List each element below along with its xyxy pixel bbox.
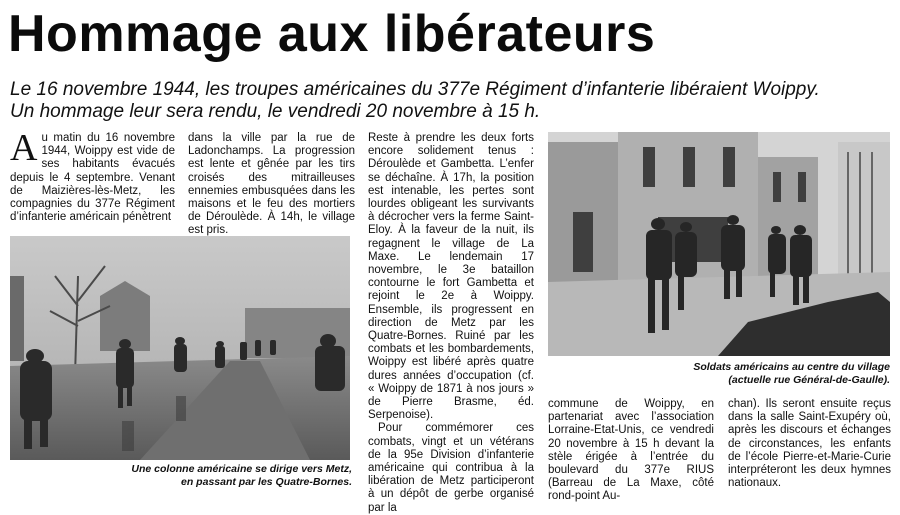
caption-right-photo bbox=[548, 361, 890, 387]
photo-soldiers-village-center bbox=[548, 132, 890, 356]
caption-right-line-2: (actuelle rue Général-de-Gaulle). bbox=[728, 374, 890, 386]
caption-left-line-2: en passant par les Quatre-Bornes. bbox=[181, 476, 352, 488]
headline: Hommage aux libérateurs bbox=[8, 5, 656, 63]
article-column-1 bbox=[10, 127, 175, 224]
lead-paragraph bbox=[10, 79, 890, 123]
photo-american-column-image bbox=[10, 236, 350, 460]
article-column-4 bbox=[548, 398, 714, 504]
lead-line-2: Un hommage leur sera rendu, le vendredi 20 novembre à 15 h. bbox=[10, 101, 541, 122]
column-4-text: commune de Woippy, en partenariat avec l’association Lorraine-Etat-Unis, ce vendredi 20 novembre à 15 h devant la stèle érigée à l’entrée du boulevard du 377e RIUS (Barreau de La Maxe, côté rond-point Au- bbox=[548, 398, 714, 503]
column-3-paragraph-1: Reste à prendre les deux forts encore solidement tenus : Déroulède et Gambetta. L’enfer se déchaîne. À 17h, la position est intenable, les pertes sont lourdes obligeant les survivants à décrocher vers la ferme Saint-Eloy. À la faveur de la nuit, ils regagnent le village de La Maxe. Le lendemain 17 novembre, le 3e bataillon contourne le fort Gambetta et rejoint le 2e à Woippy. Ensemble, ils progressent en direction de Metz par les Quatre-Bornes. Ruiné par les combats et les bombardements, Woippy est libéré après quatre dures années d’occupation (cf. « Woippy de 1871 à nos jours » de Pierre Brasme, éd. Serpenoise). bbox=[368, 132, 534, 422]
lead-line-1: Le 16 novembre 1944, les troupes américaines du 377e Régiment d’infanterie libéraient Woippy. bbox=[10, 79, 820, 100]
article-column-3 bbox=[368, 132, 534, 515]
photo-soldiers-village-center-image bbox=[548, 132, 890, 356]
column-3-paragraph-2: Pour commémorer ces combats, vingt et un vétérans de la 95e Division d’infanterie américaine qui contribua à la libération de Metz participeront à un dépôt de gerbe organisé par la bbox=[368, 422, 534, 514]
column-5-text: chan). Ils seront ensuite reçus dans la salle Saint-Exupéry où, après les discours et échanges de circonstances, les enfants de l’école Pierre-et-Marie-Curie interpréteront les deux hymnes nationaux. bbox=[728, 398, 891, 490]
drop-cap: A bbox=[10, 127, 38, 169]
article-column-2 bbox=[188, 132, 355, 238]
caption-left-photo bbox=[10, 463, 352, 489]
article-column-5 bbox=[728, 398, 891, 490]
column-2-text: dans la ville par la rue de Ladonchamps. La progression est lente et gênée par les tirs croisés des mitrailleuses ennemies embusquées dans les maisons et le feu des mortiers de Déroulède. À 14h, le village est pris. bbox=[188, 132, 355, 237]
caption-left-line-1: Une colonne américaine se dirige vers Metz, bbox=[131, 463, 352, 475]
column-1-text: u matin du 16 novembre 1944, Woippy est vide de ses habitants évacués depuis le 4 septembre. Venant de Maizières-lès-Metz, les compagnies du 377e Régiment d’infanterie américain pénètrent bbox=[10, 132, 175, 224]
photo-american-column bbox=[10, 236, 350, 460]
caption-right-line-1: Soldats américains au centre du village bbox=[693, 361, 890, 373]
